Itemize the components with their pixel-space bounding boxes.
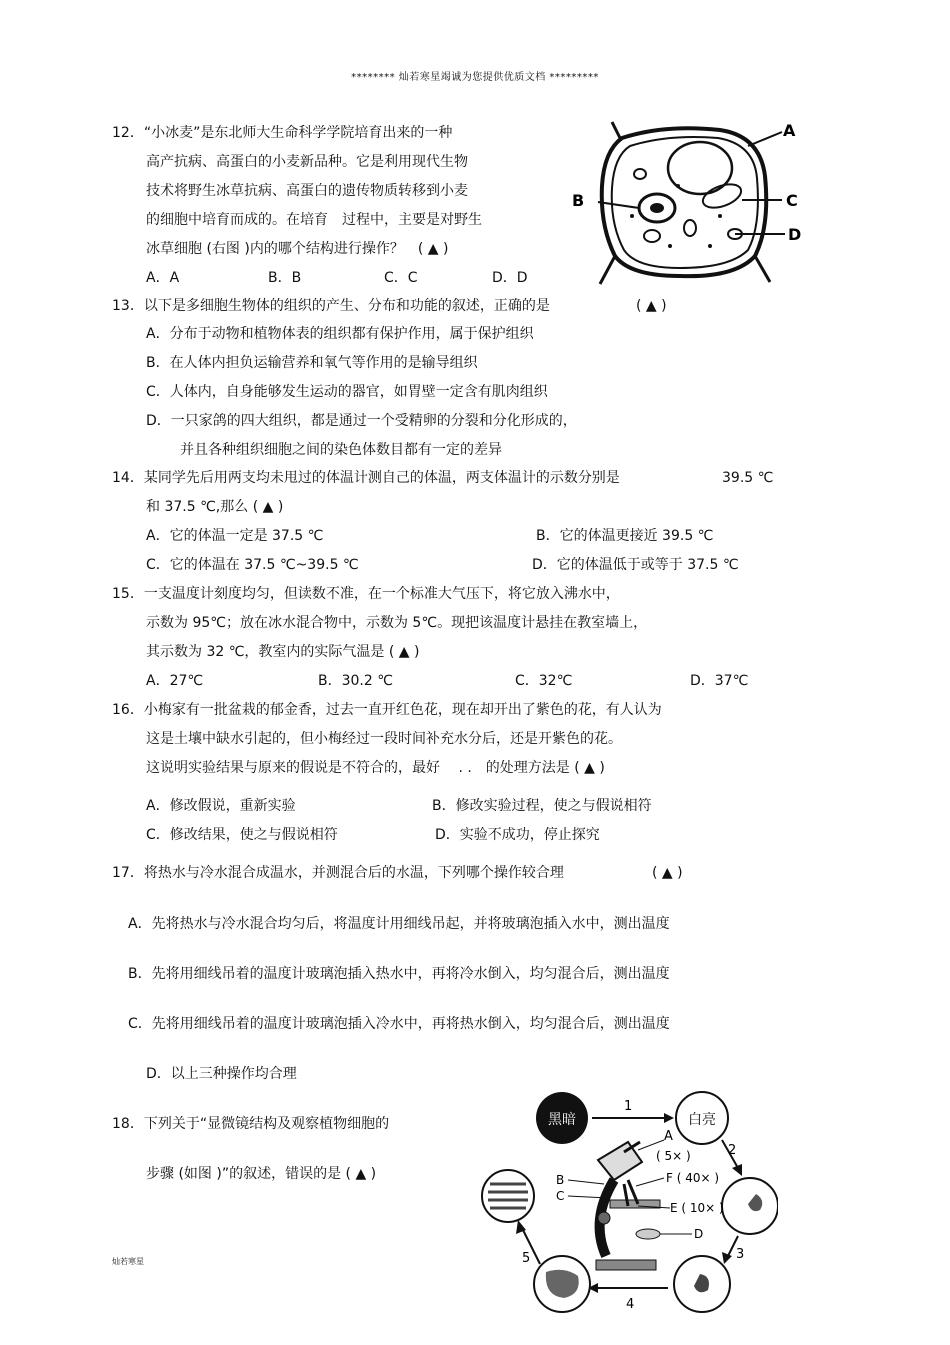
page-footer: 灿若寒星 (112, 1257, 144, 1266)
q12-line-1: 12．“小冰麦”是东北师大生命科学学院培育出来的一种 (112, 125, 453, 141)
q17-option-c: C．先将用细线吊着的温度计玻璃泡插入冷水中，再将热水倒入，均匀混合后，测出温度 (128, 1016, 670, 1032)
q12-line-5: 冰草细胞 (右图 )内的哪个结构进行操作？ ( ▲ ) (146, 241, 449, 257)
q14-option-c: C．它的体温在 37.5 ℃~39.5 ℃ (146, 557, 359, 573)
q17-option-b: B．先将用细线吊着的温度计玻璃泡插入热水中，再将冷水倒入，均匀混合后，测出温度 (128, 966, 670, 982)
step-1: 1 (624, 1099, 633, 1114)
cell-label-d: D (788, 225, 802, 244)
q14-option-b: B．它的体温更接近 39.5 ℃ (536, 528, 714, 544)
label-f: F ( 40× ) (666, 1171, 720, 1185)
q13-option-a: A．分布于动物和植物体表的组织都有保护作用，属于保护组织 (146, 326, 534, 342)
page-header: ******** 灿若寒星竭诚为您提供优质文档 ********* (351, 72, 599, 83)
plant-cell-diagram (570, 116, 815, 286)
q13-option-b: B．在人体内担负运输营养和氧气等作用的是输导组织 (146, 355, 478, 371)
step-3: 3 (736, 1247, 745, 1262)
q15-line-3: 其示数为 32 ℃，教室内的实际气温是 ( ▲ ) (146, 644, 420, 660)
label-dark: 黑暗 (548, 1112, 576, 1128)
q17-option-a: A．先将热水与冷水混合均匀后，将温度计用细线吊起，并将玻璃泡插入水中，测出温度 (128, 916, 670, 932)
q15-option-a: A．27℃ (146, 673, 204, 689)
q13-option-c: C．人体内，自身能够发生运动的器官，如胃壁一定含有肌肉组织 (146, 384, 548, 400)
label-bright: 白亮 (688, 1112, 716, 1128)
q17-answer-mark: ( ▲ ) (652, 865, 683, 881)
q12-line-4: 的细胞中培育而成的。在培育 过程中，主要是对野生 (146, 212, 482, 228)
q14-option-a: A．它的体温一定是 37.5 ℃ (146, 528, 324, 544)
cell-label-c: C (786, 191, 798, 210)
q18-line-2: 步骤 (如图 )”的叙述，错误的是 ( ▲ ) (146, 1166, 377, 1182)
q16-line-1: 16．小梅家有一批盆栽的郁金香，过去一直开红色花，现在却开出了紫色的花，有人认为 (112, 702, 662, 718)
q17-option-d: D．以上三种操作均合理 (146, 1066, 297, 1082)
q15-line-1: 15．一支温度计刻度均匀，但读数不准，在一个标准大气压下，将它放入沸水中， (112, 586, 620, 602)
q15-option-b: B．30.2 ℃ (318, 673, 393, 689)
label-c: C (556, 1189, 565, 1203)
q16-option-d: D．实验不成功，停止探究 (435, 827, 600, 843)
q16-line-2: 这是土壤中缺水引起的，但小梅经过一段时间补充水分后，还是开紫色的花。 (146, 731, 622, 747)
label-a: A (664, 1129, 673, 1144)
microscope-steps-diagram (478, 1088, 778, 1316)
q12-option-c: C．C (384, 270, 418, 286)
q16-option-c: C．修改结果，使之与假说相符 (146, 827, 338, 843)
q15-option-d: D．37℃ (690, 673, 749, 689)
q13-stem: 13．以下是多细胞生物体的组织的产生、分布和功能的叙述，正确的是 (112, 298, 550, 314)
q14-line-2: 和 37.5 ℃,那么 ( ▲ ) (146, 499, 284, 515)
cell-label-b: B (572, 191, 585, 210)
step-4: 4 (626, 1297, 635, 1312)
step-5: 5 (522, 1251, 531, 1266)
label-e: E ( 10× ) (670, 1201, 724, 1215)
q13-option-d-line-1: D．一只家鸽的四大组织，都是通过一个受精卵的分裂和分化形成的， (146, 413, 577, 429)
q17-stem: 17．将热水与冷水混合成温水，并测混合后的水温，下列哪个操作较合理 (112, 865, 564, 881)
q12-line-2: 高产抗病、高蛋白的小麦新品种。它是利用现代生物 (146, 154, 468, 170)
q16-option-a: A．修改假说，重新实验 (146, 798, 296, 814)
q15-option-c: C．32℃ (515, 673, 573, 689)
q12-option-b: B．B (268, 270, 302, 286)
label-a-magnification: ( 5× ) (656, 1149, 691, 1163)
q15-line-2: 示数为 95℃；放在冰水混合物中，示数为 5℃。现把该温度计悬挂在教室墙上， (146, 615, 648, 631)
label-b: B (556, 1173, 565, 1187)
microscope-icon (596, 1142, 660, 1270)
q14-line-1: 14．某同学先后用两支均未甩过的体温计测自己的体温，两支体温计的示数分别是 (112, 470, 620, 486)
q12-option-d: D．D (492, 270, 528, 286)
q12-line-3: 技术将野生冰草抗病、高蛋白的遗传物质转移到小麦 (146, 183, 468, 199)
step-2: 2 (728, 1143, 737, 1158)
label-d: D (694, 1227, 704, 1241)
q16-option-b: B．修改实验过程，使之与假说相符 (432, 798, 652, 814)
q13-answer-mark: ( ▲ ) (636, 298, 667, 314)
q14-option-d: D．它的体温低于或等于 37.5 ℃ (532, 557, 739, 573)
q13-option-d-line-2: 并且各种组织细胞之间的染色体数目都有一定的差异 (180, 442, 502, 458)
q16-line-3: 这说明实验结果与原来的假说是不符合的，最好 . . 的处理方法是 ( ▲ ) (146, 760, 605, 776)
q12-option-a: A．A (146, 270, 180, 286)
q18-line-1: 18．下列关于“显微镜结构及观察植物细胞的 (112, 1116, 390, 1132)
q14-line-1-value: 39.5 ℃ (722, 470, 774, 486)
cell-label-a: A (783, 121, 796, 140)
